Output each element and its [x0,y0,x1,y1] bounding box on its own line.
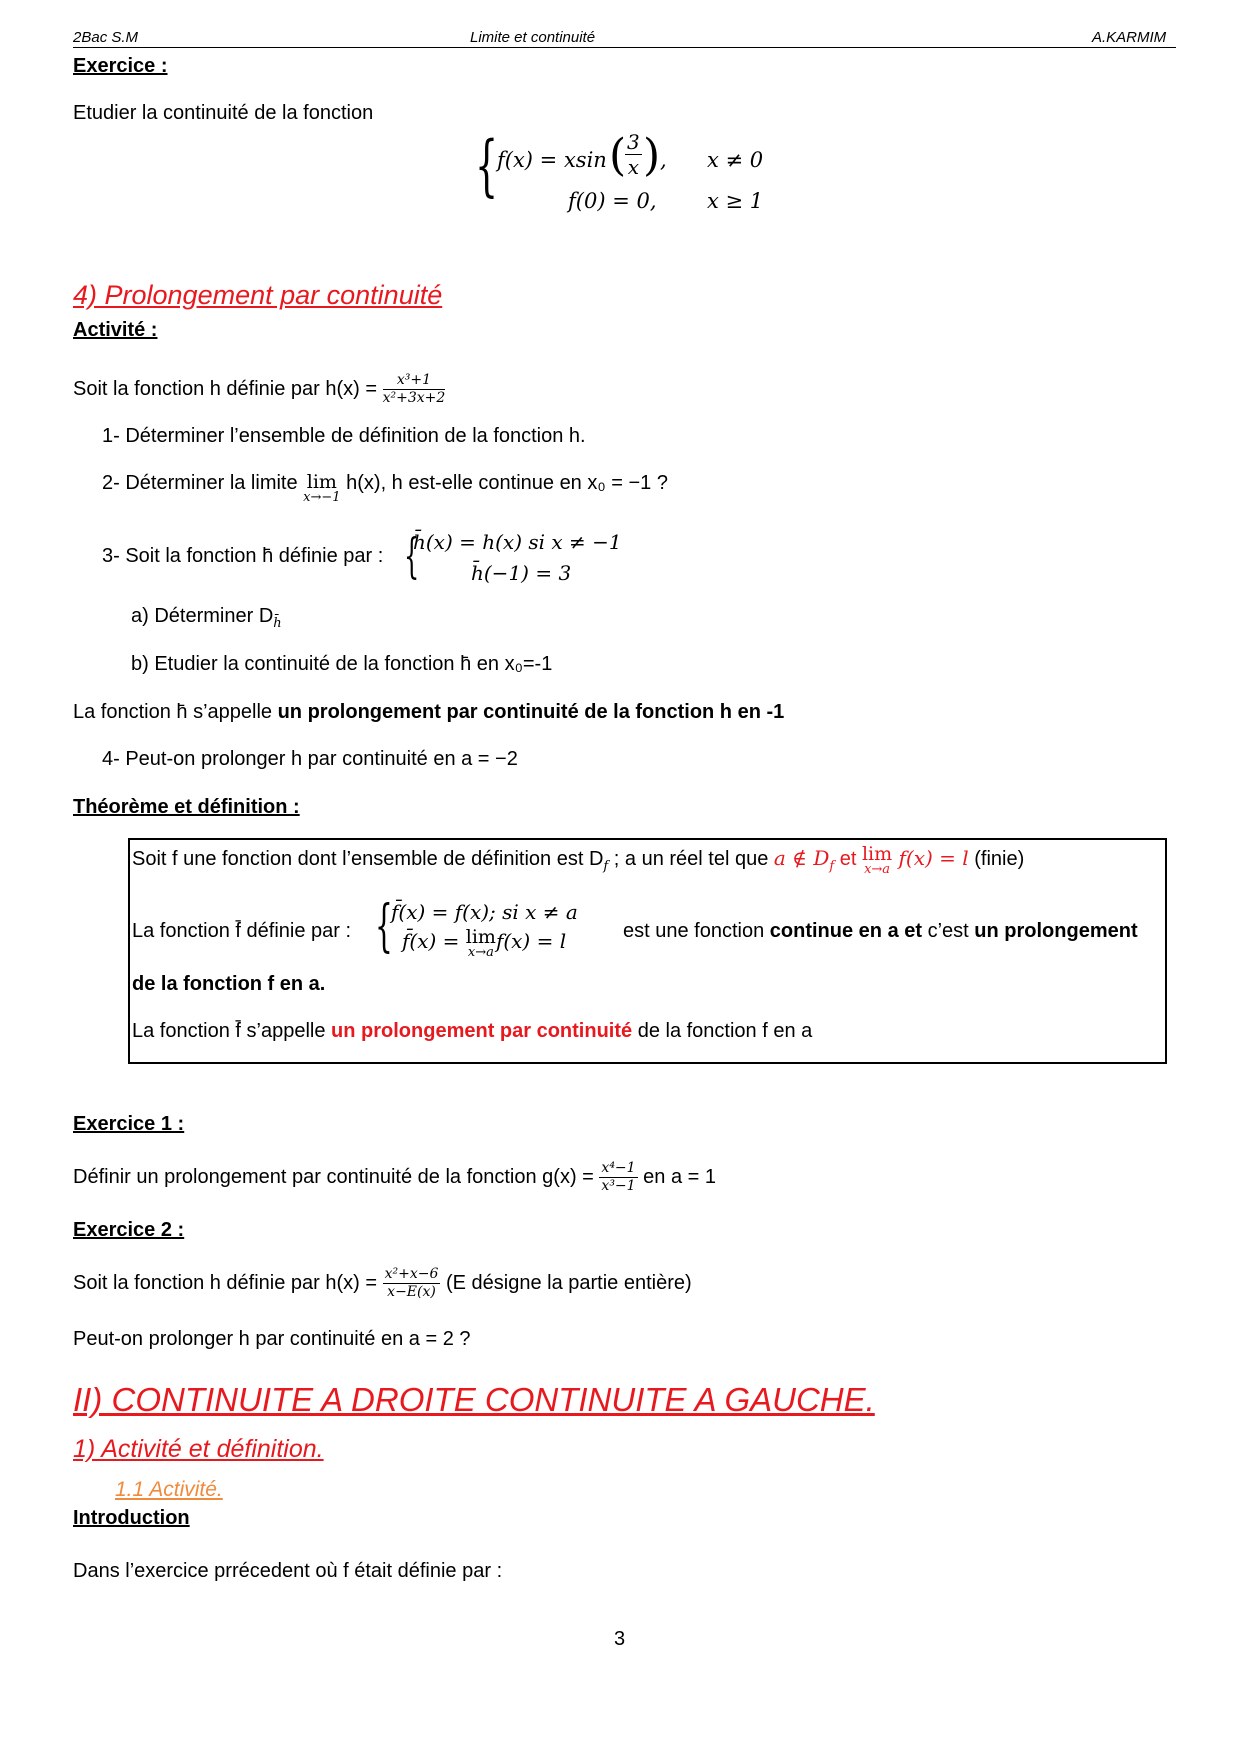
subsection-1-1-title: 1.1 Activité. [115,1478,223,1501]
h-bar-brace: { [404,528,420,584]
h-bar-line1: h̄(x) = h(x) si x ≠ −1 [413,530,622,554]
conclusion-b: un prolongement par continuité de la fonction h en -1 [277,701,785,723]
question-2 [102,472,668,506]
f-bar-line2-a: f̄(x) = [402,929,466,953]
question-a [131,605,282,631]
limit-sub: x→−1 [303,490,341,505]
theorem-line1-red2: et [834,848,862,870]
theorem-line1-b: ; a un réel tel que [608,848,774,870]
h-bar-line2: h̄(−1) = 3 [471,561,572,585]
section-II-title: II) CONTINUITE A DROITE CONTINUITE A GAUCHE. [73,1381,875,1418]
g-fraction [599,1160,637,1195]
introduction-text: Dans l’exercice prrécedent où f était définie par : [73,1560,503,1582]
theorem-line4-a: La fonction f̄ s’appelle [132,1020,332,1042]
theorem-line1 [132,843,1025,878]
theorem-line2-c: continue en a et [769,920,923,942]
system-fraction [625,130,642,179]
theorem-line4-red: un prolongement par continuité [331,1020,633,1042]
theorem-line2-rest [623,920,1138,943]
header-center: Limite et continuité [470,29,596,46]
exercice2-text-a: Soit la fonction h définie par h(x) = [73,1271,378,1294]
question-2-b: h(x), h est-elle continue en x₀ = −1 ? [346,472,668,494]
theorem-line1-lim: lim [861,843,893,865]
h-fraction [383,372,446,407]
paren-open: ( [609,130,627,181]
h2-denominator: x−E(x) [387,1284,436,1300]
question-a-sub: h̄ [273,616,282,631]
theorem-line1-red3: f(x) = l [892,846,969,870]
question-3-a: 3- Soit la fonction h̄ définie par : [102,545,384,567]
exercice2-text [73,1266,692,1301]
theorem-line1-red1-sub: f [829,859,835,874]
theorem-line1-c: (finie) [968,848,1025,870]
activite-intro [73,372,445,407]
h2-fraction [383,1266,441,1301]
exercice2-title: Exercice 2 : [73,1219,185,1241]
conclusion-a: La fonction h̄ s’appelle [73,701,278,723]
g-numerator: x⁴−1 [601,1160,636,1176]
fraction-denominator: x [627,155,639,179]
system-line1-expr: f(x) = xsin [497,148,607,172]
header-right: A.KARMIM [1092,29,1167,46]
exercice-text: Etudier la continuité de la fonction [73,102,374,124]
subsection-1-title: 1) Activité et définition. [73,1435,324,1463]
paren-close: ) [643,130,661,181]
system-brace: { [475,127,499,204]
fraction-numerator: 3 [627,130,640,154]
system-line1-cond: x ≠ 0 [707,148,764,172]
f-bar-line2-b: f(x) = l [495,929,567,953]
introduction-title: Introduction [73,1507,190,1529]
theorem-line4 [132,1020,812,1043]
theorem-line4-b: de la fonction f en a [632,1020,813,1042]
system-line1-comma: , [660,148,667,172]
limit-word: lim [306,471,337,493]
system-line2-expr: f(0) = 0, [568,189,657,213]
exercice1-text-b: en a = 1 [643,1165,716,1188]
h-numerator: x³+1 [383,372,446,390]
activite-intro-text: Soit la fonction h définie par h(x) = [73,377,378,400]
conclusion [73,701,784,724]
f-bar-lim: lim [465,926,496,948]
system-line2-cond: x ≥ 1 [707,189,764,213]
question-1: 1- Déterminer l’ensemble de définition de la fonction h. [102,425,586,447]
f-bar-line2 [402,926,567,961]
f-bar-lim-sub: x→a [467,945,494,960]
exercice2-question: Peut-on prolonger h par continuité en a = 2 ? [73,1328,471,1350]
theoreme-title: Théorème et définition : [73,796,300,818]
theorem-line2-e: un prolongement [974,920,1138,942]
f-bar-line1: f̄(x) = f(x); si x ≠ a [391,900,578,924]
question-b: b) Etudier la continuité de la fonction h̄ en x₀=-1 [131,653,553,675]
theorem-line2-b: est une fonction [623,920,770,942]
exercice1-text [73,1160,716,1195]
exercice1-text-a: Définir un prolongement par continuité de la fonction g(x) = [73,1165,594,1188]
theorem-line1-lim-sub: x→a [864,862,891,877]
h2-numerator: x²+x−6 [384,1266,439,1282]
theorem-line1-a: Soit f une fonction dont l’ensemble de définition est D [132,848,604,870]
theorem-line1-sub: f [603,859,609,874]
theorem-line3: de la fonction f en a. [132,973,326,995]
header-left: 2Bac S.M [73,29,139,46]
activite-title: Activité : [73,319,158,341]
theorem-line2-a: La fonction f̄ définie par : [132,920,352,942]
exercice-title: Exercice : [73,55,168,77]
g-denominator: x³−1 [601,1178,636,1194]
section-4-title: 4) Prolongement par continuité [73,280,443,310]
header-rule [73,47,1176,48]
theorem-line2-d: c’est [922,920,975,942]
theorem-line1-red1: a ∉ D [773,846,830,870]
page-number: 3 [614,1628,626,1650]
h-denominator: x²+3x+2 [382,390,446,406]
f-bar-brace: { [375,894,393,959]
limit-expression [303,471,341,506]
question-4: 4- Peut-on prolonger h par continuité en a = −2 [102,748,518,770]
exercice2-text-b: (E désigne la partie entière) [445,1271,692,1294]
question-2-a: 2- Déterminer la limite [102,472,298,494]
question-a-text: a) Déterminer D [131,605,274,627]
exercice1-title: Exercice 1 : [73,1113,185,1135]
theorem-line1-limit [861,843,893,878]
f-bar-limit [465,926,496,961]
